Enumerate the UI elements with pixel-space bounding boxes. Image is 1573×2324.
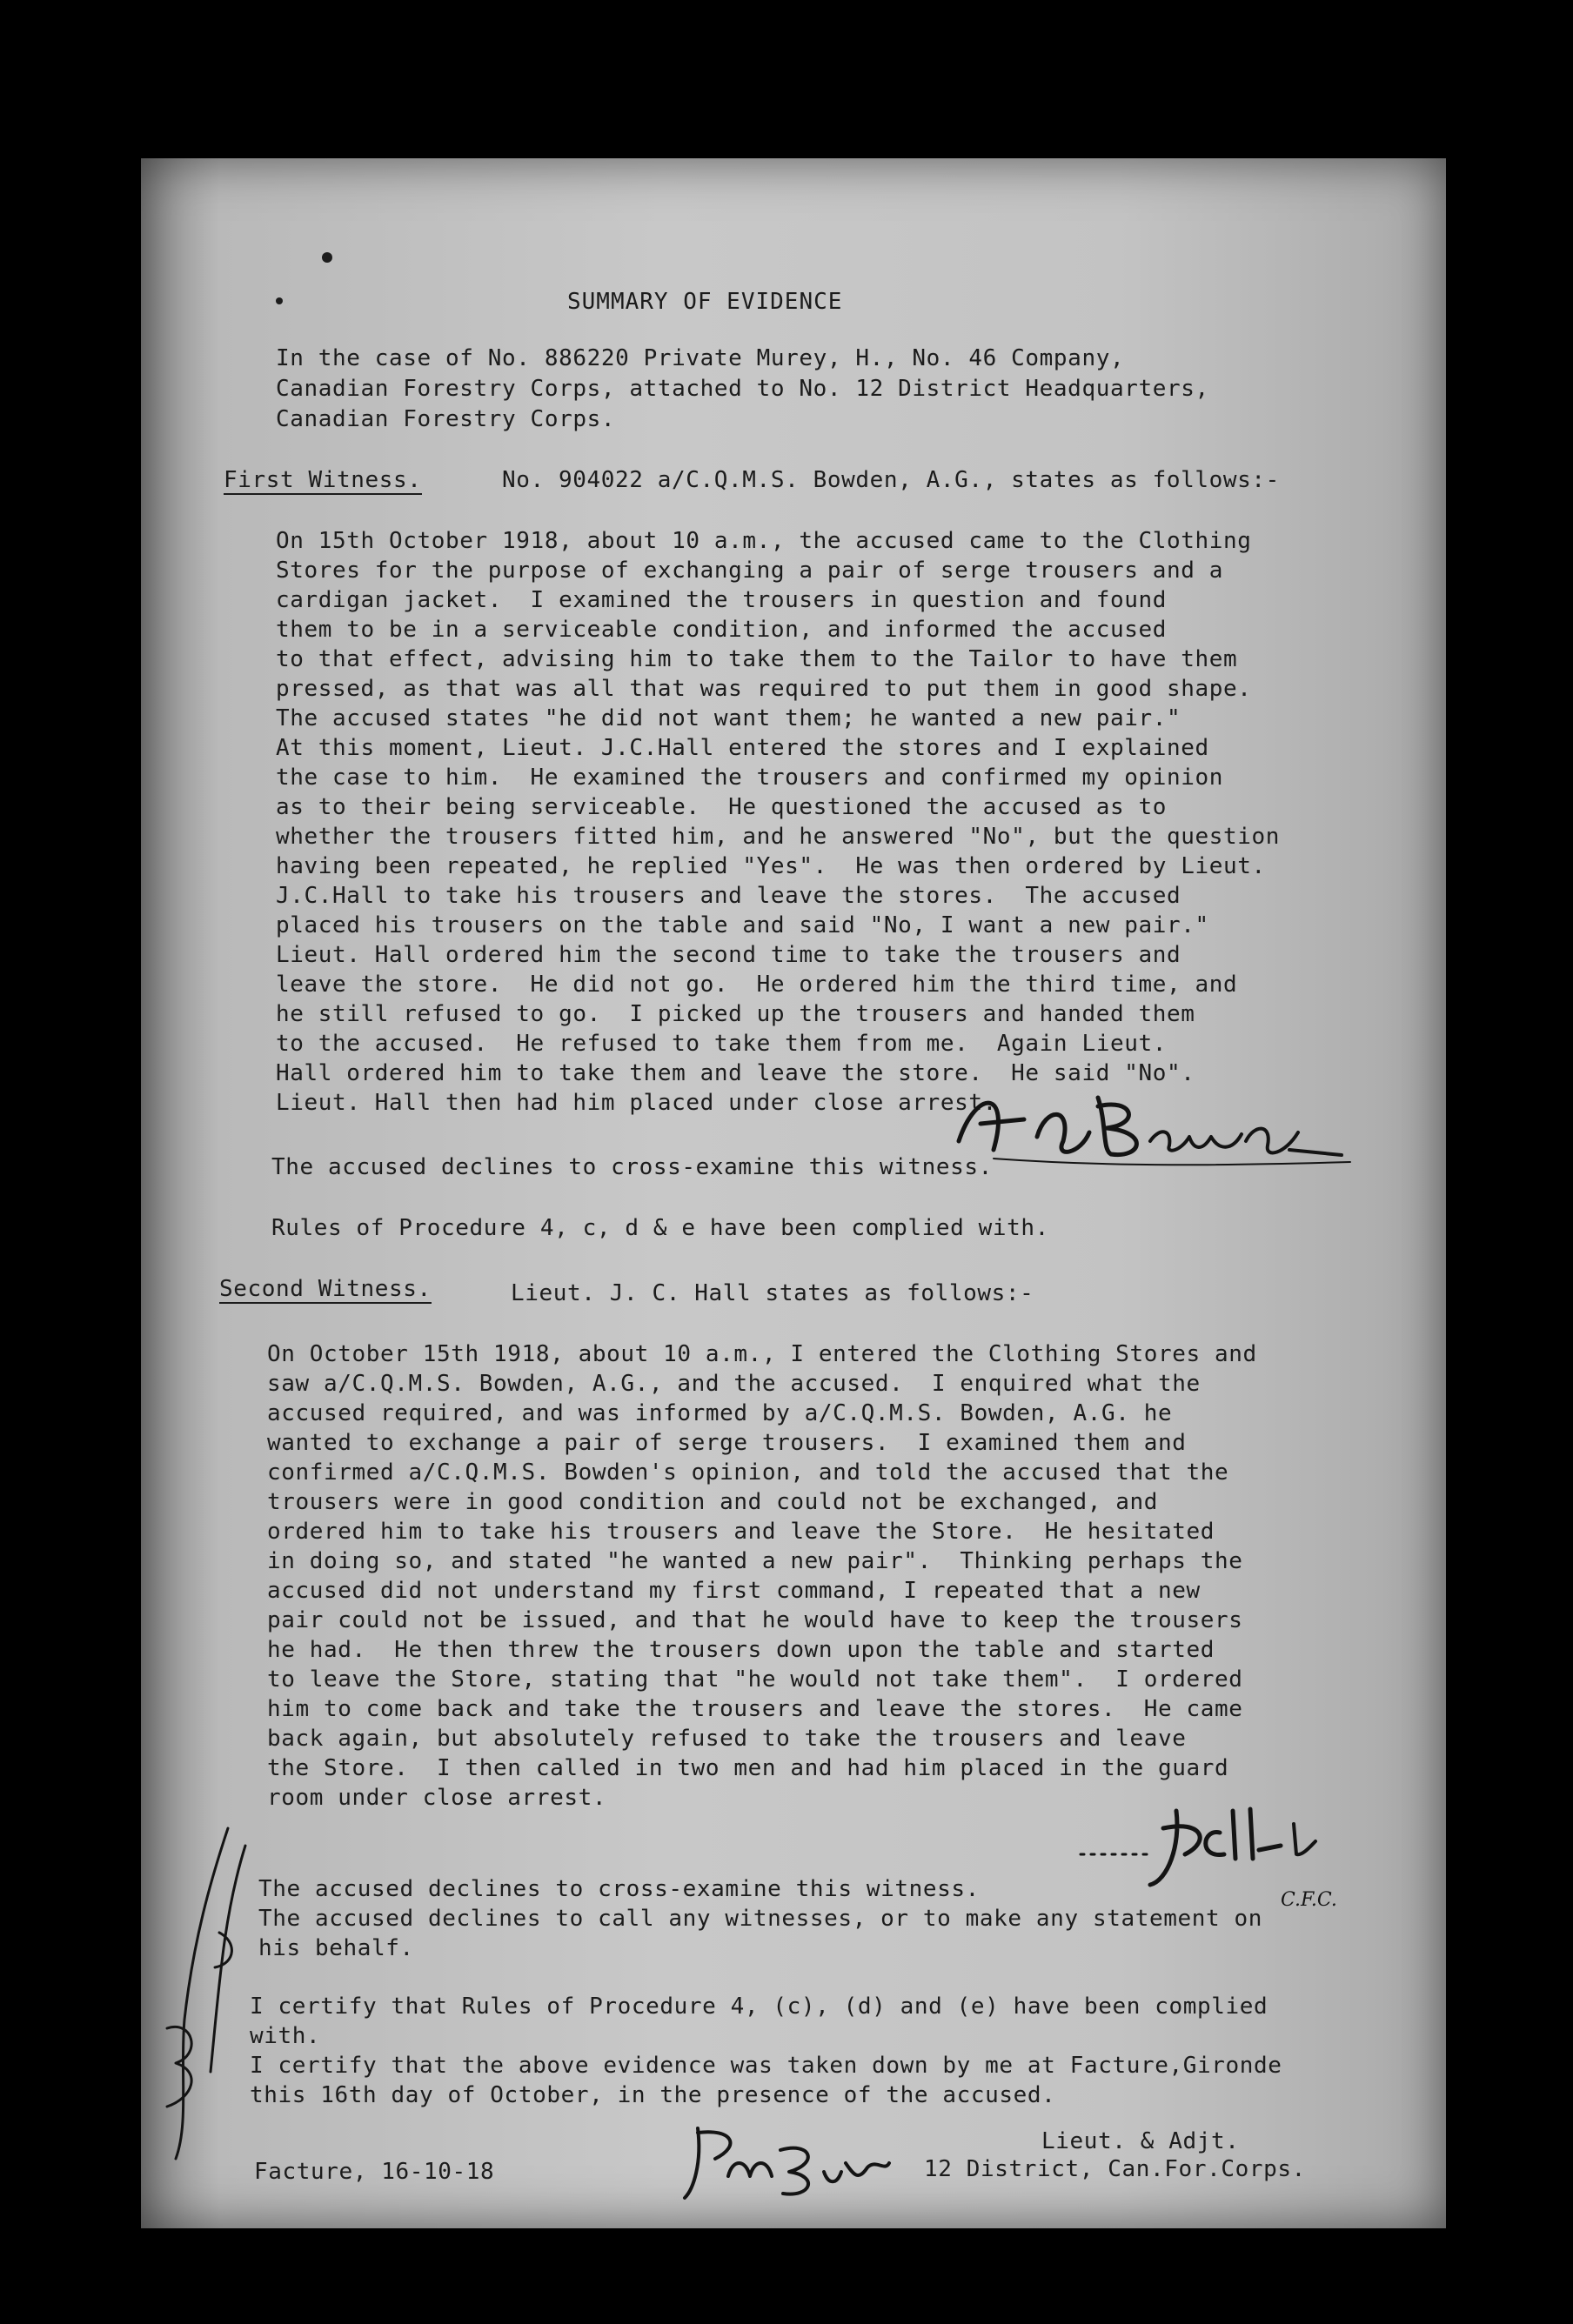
first-witness-statement-line: Lieut. Hall then had him placed under close arrest.	[276, 1090, 997, 1116]
first-witness-statement-line: Lieut. Hall ordered him the second time to take the trousers and	[276, 942, 1181, 968]
case-intro-line: Canadian Forestry Corps.	[276, 406, 616, 432]
ink-spot	[322, 252, 332, 263]
case-intro-line: In the case of No. 886220 Private Murey, H., No. 46 Company,	[276, 345, 1125, 371]
first-witness-statement-line: pressed, as that was all that was required to put them in good shape.	[276, 676, 1252, 702]
second-witness-closing-line: The accused declines to cross-examine this witness.	[258, 1876, 980, 1902]
second-witness-statement-line: back again, but absolutely refused to take the trousers and leave	[267, 1726, 1187, 1752]
bowden-signature	[941, 1072, 1359, 1176]
second-witness-closing-line: The accused declines to call any witnesses, or to make any statement on	[258, 1906, 1262, 1932]
first-witness-cross-exam: The accused declines to cross-examine this witness.	[271, 1154, 993, 1180]
first-witness-statement-line: placed his trousers on the table and said "No, I want a new pair."	[276, 912, 1209, 938]
second-witness-statement-line: wanted to exchange a pair of serge trousers. I examined them and	[267, 1430, 1187, 1456]
second-witness-heading: Second Witness.	[219, 1276, 432, 1302]
footer-place-date: Facture, 16-10-18	[254, 2159, 495, 2185]
first-witness-statement-line: to that effect, advising him to take them to the Tailor to have them	[276, 646, 1238, 672]
first-witness-header: No. 904022 a/C.Q.M.S. Bowden, A.G., states as follows:-	[502, 467, 1280, 493]
first-witness-statement-line: J.C.Hall to take his trousers and leave the stores. The accused	[276, 883, 1181, 909]
first-witness-statement-line: them to be in a serviceable condition, and informed the accused	[276, 617, 1167, 643]
certification-line: with.	[250, 2023, 321, 2049]
first-witness-statement-line: the case to him. He examined the trousers and confirmed my opinion	[276, 765, 1223, 791]
first-witness-statement-line: he still refused to go. I picked up the trousers and handed them	[276, 1001, 1195, 1027]
first-witness-statement-line: Stores for the purpose of exchanging a pair of serge trousers and a	[276, 558, 1223, 584]
footer-officer-district: 12 District, Can.For.Corps.	[924, 2156, 1306, 2182]
first-witness-statement-line: Hall ordered him to take them and leave the store. He said "No".	[276, 1060, 1195, 1086]
second-witness-statement-line: pair could not be issued, and that he would have to keep the trousers	[267, 1607, 1243, 1633]
second-witness-statement-line: accused required, and was informed by a/C.Q.M.S. Bowden, A.G. he	[267, 1400, 1173, 1426]
case-intro-line: Canadian Forestry Corps, attached to No. 12 District Headquarters,	[276, 376, 1209, 402]
second-witness-statement-line: room under close arrest.	[267, 1785, 607, 1811]
second-witness-statement-line: ordered him to take his trousers and leave the Store. He hesitated	[267, 1519, 1215, 1545]
document-title: SUMMARY OF EVIDENCE	[567, 289, 843, 315]
footer-officer-title: Lieut. & Adjt.	[1041, 2128, 1240, 2154]
second-witness-statement-line: saw a/C.Q.M.S. Bowden, A.G., and the accused. I enquired what the	[267, 1371, 1201, 1397]
second-witness-statement-line: him to come back and take the trousers and leave the stores. He came	[267, 1696, 1243, 1722]
first-witness-statement-line: The accused states "he did not want them; he wanted a new pair."	[276, 705, 1181, 731]
ink-spot	[276, 297, 283, 304]
second-witness-closing-line: his behalf.	[258, 1935, 414, 1961]
first-witness-rules: Rules of Procedure 4, c, d & e have been complied with.	[271, 1215, 1049, 1241]
certification-line: I certify that the above evidence was taken down by me at Facture,Gironde	[250, 2053, 1282, 2079]
first-witness-statement-line: cardigan jacket. I examined the trousers in question and found	[276, 587, 1167, 613]
first-witness-statement-line: to the accused. He refused to take them from me. Again Lieut.	[276, 1031, 1167, 1057]
first-witness-statement-line: On 15th October 1918, about 10 a.m., the accused came to the Clothing	[276, 528, 1252, 554]
second-witness-statement-line: On October 15th 1918, about 10 a.m., I entered the Clothing Stores and	[267, 1341, 1257, 1367]
second-witness-statement-line: accused did not understand my first command, I repeated that a new	[267, 1578, 1201, 1604]
second-witness-statement-line: to leave the Store, stating that "he would not take them". I ordered	[267, 1666, 1243, 1693]
second-witness-statement-line: the Store. I then called in two men and had him placed in the guard	[267, 1755, 1229, 1781]
document-page	[141, 158, 1446, 2228]
certification-line: I certify that Rules of Procedure 4, (c), (d) and (e) have been complied	[250, 1993, 1268, 2020]
first-witness-statement-line: leave the store. He did not go. He ordered him the third time, and	[276, 972, 1238, 998]
burge-signature	[680, 2111, 898, 2207]
second-witness-statement-line: he had. He then threw the trousers down upon the table and started	[267, 1637, 1215, 1663]
first-witness-statement-line: At this moment, Lieut. J.C.Hall entered the stores and I explained	[276, 735, 1209, 761]
second-witness-header: Lieut. J. C. Hall states as follows:-	[511, 1280, 1034, 1306]
hall-signature-note: C.F.C.	[1281, 1889, 1337, 1911]
first-witness-statement-line: having been repeated, he replied "Yes". He was then ordered by Lieut.	[276, 853, 1266, 879]
second-witness-statement-line: trousers were in good condition and could not be exchanged, and	[267, 1489, 1158, 1515]
certification-line: this 16th day of October, in the presence of the accused.	[250, 2082, 1056, 2108]
first-witness-heading: First Witness.	[224, 467, 422, 493]
first-witness-statement-line: whether the trousers fitted him, and he answered "No", but the question	[276, 824, 1280, 850]
second-witness-statement-line: confirmed a/C.Q.M.S. Bowden's opinion, and told the accused that the	[267, 1459, 1229, 1486]
first-witness-statement-line: as to their being serviceable. He questioned the accused as to	[276, 794, 1167, 820]
second-witness-statement-line: in doing so, and stated "he wanted a new pair". Thinking perhaps the	[267, 1548, 1243, 1574]
